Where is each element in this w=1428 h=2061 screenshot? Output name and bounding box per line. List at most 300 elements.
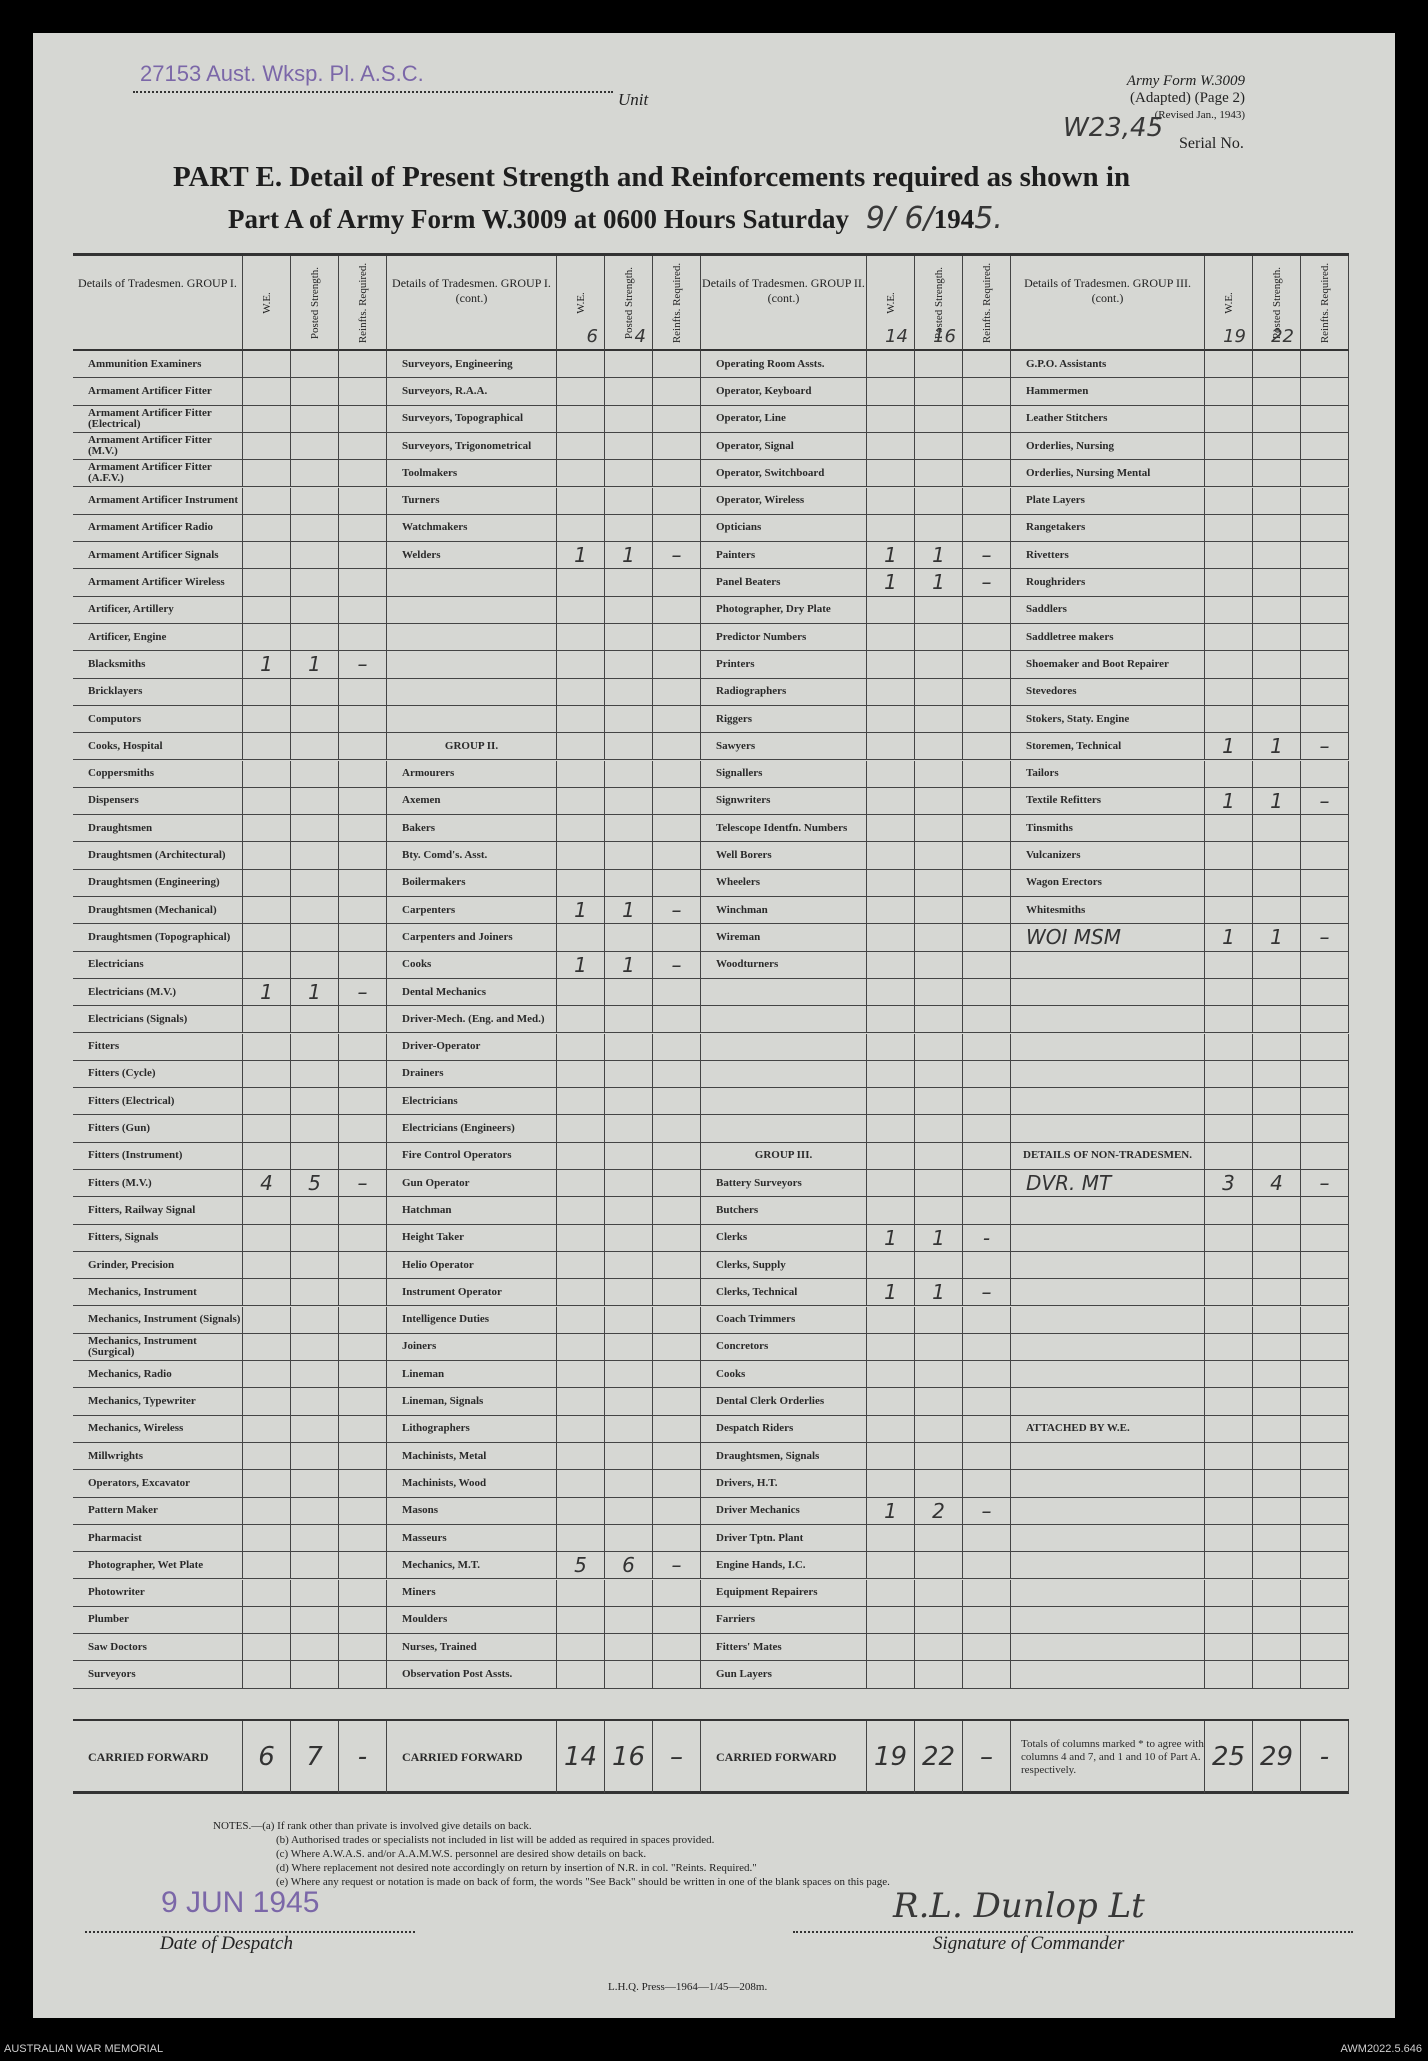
posted-strength-cell: 1	[915, 542, 963, 568]
we-cell	[557, 788, 605, 814]
table-row	[1011, 597, 1349, 624]
reinfts-required-cell	[963, 1443, 1011, 1469]
reinfts-required-cell	[963, 1034, 1011, 1060]
we-cell	[867, 1307, 915, 1333]
trade-name: Photographer, Dry Plate	[701, 597, 867, 623]
table-row	[73, 488, 387, 515]
reinfts-required-cell	[963, 1580, 1011, 1606]
table-row	[701, 1416, 1011, 1443]
table-row	[387, 1115, 701, 1142]
posted-strength-cell	[291, 952, 339, 978]
table-row	[387, 542, 701, 569]
we-cell	[867, 1334, 915, 1360]
we-cell	[557, 515, 605, 541]
posted-strength-cell: 5	[291, 1170, 339, 1196]
table-row	[1011, 1006, 1349, 1033]
table-row	[701, 733, 1011, 760]
we-cell	[557, 733, 605, 759]
note-c: (c) Where A.W.A.S. and/or A.A.M.W.S. personnel are desired show details on back.	[276, 1848, 647, 1860]
reinfts-required-cell	[653, 406, 701, 432]
trade-name: Armament Artificer Fitter (M.V.)	[73, 433, 243, 459]
reinfts-required-cell	[653, 1252, 701, 1278]
posted-strength-cell	[915, 1552, 963, 1578]
table-row	[387, 952, 701, 979]
trade-name: Coppersmiths	[73, 761, 243, 787]
signature-label: Signature of Commander	[933, 1933, 1125, 1954]
table-row	[701, 433, 1011, 460]
we-cell	[867, 624, 915, 650]
reinfts-required-cell	[653, 1061, 701, 1087]
trade-name: Axemen	[387, 788, 557, 814]
posted-strength-cell	[291, 488, 339, 514]
posted-strength-cell	[1253, 1115, 1301, 1141]
reinfts-required-cell: –	[1301, 924, 1349, 950]
reinfts-required-cell	[653, 1334, 701, 1360]
trade-name: Signwriters	[701, 788, 867, 814]
trade-name: Winchman	[701, 897, 867, 923]
table-row	[73, 1279, 387, 1306]
carried-forward-reinfts: -	[1301, 1721, 1349, 1793]
table-row	[701, 761, 1011, 788]
we-cell	[1205, 1252, 1253, 1278]
trade-name: Cooks, Hospital	[73, 733, 243, 759]
posted-strength-cell	[605, 1634, 653, 1660]
we-cell	[557, 870, 605, 896]
we-cell	[867, 761, 915, 787]
table-row	[1011, 1334, 1349, 1361]
posted-strength-cell	[1253, 1225, 1301, 1251]
trade-name: Wagon Erectors	[1011, 870, 1205, 896]
table-row	[701, 1034, 1011, 1061]
reinfts-required-cell	[963, 952, 1011, 978]
we-cell	[867, 1361, 915, 1387]
trade-name: Lineman	[387, 1361, 557, 1387]
table-row	[73, 406, 387, 433]
posted-strength-cell: 1	[1253, 924, 1301, 950]
we-cell	[557, 1197, 605, 1223]
trade-name: Shoemaker and Boot Repairer	[1011, 651, 1205, 677]
trade-name: Draughtsmen	[73, 815, 243, 841]
we-cell	[1205, 515, 1253, 541]
trade-name: Photowriter	[73, 1580, 243, 1606]
reinfts-required-cell	[339, 897, 387, 923]
trade-name: Mechanics, Wireless	[73, 1416, 243, 1442]
we-cell	[243, 815, 291, 841]
trade-name: Mechanics, Typewriter	[73, 1388, 243, 1414]
table-row	[73, 679, 387, 706]
we-cell	[867, 1170, 915, 1196]
we-cell	[867, 733, 915, 759]
posted-strength-cell: 1	[915, 1279, 963, 1305]
reinfts-required-cell	[1301, 1661, 1349, 1687]
posted-strength-cell	[605, 1416, 653, 1442]
reinfts-required-cell	[339, 624, 387, 650]
we-cell	[1205, 651, 1253, 677]
table-row	[701, 460, 1011, 487]
column-header-we-label: W.E.	[884, 291, 897, 314]
table-row	[73, 1607, 387, 1634]
we-cell	[1205, 1661, 1253, 1687]
posted-strength-cell	[1253, 1197, 1301, 1223]
trade-name	[701, 1006, 867, 1032]
trade-name: Fitters (Electrical)	[73, 1088, 243, 1114]
posted-strength-cell	[291, 1361, 339, 1387]
trade-name	[387, 706, 557, 732]
table-row	[387, 1307, 701, 1334]
we-cell	[1205, 952, 1253, 978]
posted-strength-cell	[1253, 1334, 1301, 1360]
we-cell	[243, 1388, 291, 1414]
we-cell	[557, 460, 605, 486]
posted-strength-cell	[605, 1143, 653, 1169]
table-row	[73, 433, 387, 460]
posted-strength-cell	[291, 1307, 339, 1333]
reinfts-required-cell	[653, 351, 701, 377]
we-cell	[243, 1006, 291, 1032]
posted-strength-cell	[291, 406, 339, 432]
trade-name	[1011, 1498, 1205, 1524]
reinfts-required-cell	[339, 1661, 387, 1687]
column-header-posted	[605, 256, 653, 351]
reinfts-required-cell	[1301, 1061, 1349, 1087]
table-row	[1011, 1552, 1349, 1579]
table-row	[387, 897, 701, 924]
we-cell	[557, 351, 605, 377]
table-row	[701, 1525, 1011, 1552]
we-cell	[243, 1061, 291, 1087]
table-row	[387, 1443, 701, 1470]
we-cell	[1205, 1034, 1253, 1060]
reinfts-required-cell	[1301, 406, 1349, 432]
we-cell: 1	[867, 542, 915, 568]
reinfts-required-cell	[1301, 1307, 1349, 1333]
trade-name: Electricians (Engineers)	[387, 1115, 557, 1141]
trade-name: Mechanics, Instrument (Signals)	[73, 1307, 243, 1333]
page-subtitle	[228, 201, 1003, 236]
we-cell	[867, 1115, 915, 1141]
reinfts-required-cell	[1301, 488, 1349, 514]
table-row	[387, 624, 701, 651]
we-cell: 5	[557, 1552, 605, 1578]
table-row	[701, 706, 1011, 733]
we-cell	[243, 1279, 291, 1305]
trade-name: Dental Clerk Orderlies	[701, 1388, 867, 1414]
table-row	[701, 1361, 1011, 1388]
we-cell: 1	[867, 1225, 915, 1251]
reinfts-required-cell	[963, 406, 1011, 432]
note-d: (d) Where replacement not desired note accordingly on return by insertion of N.R. in col. "Reints. Required."	[276, 1862, 757, 1874]
table-row	[73, 1225, 387, 1252]
reinfts-required-cell	[653, 1661, 701, 1687]
we-cell	[557, 1225, 605, 1251]
table-row	[1011, 1143, 1349, 1170]
posted-strength-cell	[291, 1388, 339, 1414]
column-header-reinfts-label: Reinfts. Required.	[356, 262, 369, 343]
table-row	[1011, 1170, 1349, 1197]
we-cell	[557, 1252, 605, 1278]
reinfts-required-cell	[963, 1061, 1011, 1087]
table-column-group-3	[701, 256, 1011, 1791]
reinfts-required-cell	[339, 1416, 387, 1442]
trade-name	[1011, 1006, 1205, 1032]
table-row	[73, 733, 387, 760]
we-cell	[243, 1661, 291, 1687]
we-cell	[557, 569, 605, 595]
we-cell: 1	[867, 569, 915, 595]
table-row	[73, 1580, 387, 1607]
table-row	[701, 1470, 1011, 1497]
we-cell	[867, 952, 915, 978]
carried-forward-we: 19	[867, 1721, 915, 1793]
reinfts-required-cell	[339, 1225, 387, 1251]
reinfts-required-cell	[1301, 515, 1349, 541]
table-row	[387, 1388, 701, 1415]
we-cell	[243, 1634, 291, 1660]
table-row	[387, 1225, 701, 1252]
posted-strength-cell	[915, 378, 963, 404]
reinfts-required-cell	[963, 815, 1011, 841]
we-cell	[243, 1443, 291, 1469]
we-cell	[1205, 679, 1253, 705]
trade-name	[1011, 1252, 1205, 1278]
table-row	[73, 706, 387, 733]
we-cell	[243, 460, 291, 486]
posted-strength-cell	[291, 761, 339, 787]
trade-name: Machinists, Wood	[387, 1470, 557, 1496]
posted-strength-cell	[291, 870, 339, 896]
reinfts-required-cell	[339, 761, 387, 787]
posted-strength-cell	[605, 1170, 653, 1196]
table-row	[1011, 1525, 1349, 1552]
reinfts-required-cell	[653, 842, 701, 868]
table-row	[1011, 815, 1349, 842]
reinfts-required-cell	[339, 1115, 387, 1141]
reinfts-required-cell	[963, 1088, 1011, 1114]
we-cell	[867, 1525, 915, 1551]
we-cell	[867, 897, 915, 923]
table-row	[1011, 1498, 1349, 1525]
reinfts-required-cell: –	[1301, 733, 1349, 759]
we-cell	[1205, 569, 1253, 595]
we-cell	[243, 1416, 291, 1442]
reinfts-required-cell	[653, 1634, 701, 1660]
posted-strength-cell	[1253, 870, 1301, 896]
trade-name: Tailors	[1011, 761, 1205, 787]
trade-name: Orderlies, Nursing	[1011, 433, 1205, 459]
we-cell	[243, 406, 291, 432]
reinfts-required-cell: –	[963, 569, 1011, 595]
we-cell	[243, 351, 291, 377]
column-header-details: Details of Tradesmen. GROUP I. (cont.)	[387, 256, 557, 351]
we-cell: 1	[557, 542, 605, 568]
we-cell	[557, 1416, 605, 1442]
posted-strength-cell	[915, 1006, 963, 1032]
trade-name: Fitters, Signals	[73, 1225, 243, 1251]
we-cell	[557, 488, 605, 514]
trade-name: Gun Operator	[387, 1170, 557, 1196]
posted-strength-cell	[915, 979, 963, 1005]
we-cell	[243, 1225, 291, 1251]
reinfts-required-cell	[963, 1361, 1011, 1387]
reinfts-required-cell	[963, 679, 1011, 705]
column-header-posted-handwritten: 16	[933, 326, 956, 347]
reinfts-required-cell	[339, 1552, 387, 1578]
trade-name: Driver-Operator	[387, 1034, 557, 1060]
table-row	[1011, 788, 1349, 815]
trade-name: Plate Layers	[1011, 488, 1205, 514]
reinfts-required-cell	[653, 1088, 701, 1114]
posted-strength-cell	[605, 488, 653, 514]
trade-name: Nurses, Trained	[387, 1634, 557, 1660]
posted-strength-cell	[291, 1443, 339, 1469]
posted-strength-cell	[291, 1470, 339, 1496]
footer-credit: AUSTRALIAN WAR MEMORIAL	[4, 2043, 164, 2055]
reinfts-required-cell	[963, 1388, 1011, 1414]
table-row	[701, 1115, 1011, 1142]
trade-name: Armourers	[387, 761, 557, 787]
trade-name: Turners	[387, 488, 557, 514]
page-title: PART E. Detail of Present Strength and Reinforcements required as shown in	[173, 161, 1131, 193]
reinfts-required-cell	[963, 1661, 1011, 1687]
table-row	[387, 1279, 701, 1306]
we-cell	[243, 1525, 291, 1551]
we-cell	[1205, 351, 1253, 377]
trade-name: Whitesmiths	[1011, 897, 1205, 923]
we-cell	[867, 378, 915, 404]
we-cell	[557, 406, 605, 432]
trade-name: Rivetters	[1011, 542, 1205, 568]
reinfts-required-cell	[339, 952, 387, 978]
trade-name: Draughtsmen, Signals	[701, 1443, 867, 1469]
posted-strength-cell	[915, 952, 963, 978]
trade-name: Clerks, Technical	[701, 1279, 867, 1305]
reinfts-required-cell	[963, 1525, 1011, 1551]
reinfts-required-cell	[963, 761, 1011, 787]
table-row	[387, 1361, 701, 1388]
carried-forward-row	[73, 1719, 1349, 1793]
posted-strength-cell	[605, 1197, 653, 1223]
we-cell	[1205, 979, 1253, 1005]
we-cell	[243, 597, 291, 623]
posted-strength-cell	[915, 1416, 963, 1442]
trade-name: Masons	[387, 1498, 557, 1524]
table-row	[387, 1088, 701, 1115]
posted-strength-cell	[915, 1034, 963, 1060]
reinfts-required-cell: –	[339, 979, 387, 1005]
trade-name: DVR. MT	[1011, 1170, 1205, 1196]
table-row	[387, 1470, 701, 1497]
reinfts-required-cell	[1301, 1252, 1349, 1278]
reinfts-required-cell	[1301, 433, 1349, 459]
table-row	[701, 1634, 1011, 1661]
reinfts-required-cell	[1301, 897, 1349, 923]
table-row	[387, 733, 701, 760]
posted-strength-cell	[291, 1634, 339, 1660]
table-row	[701, 1197, 1011, 1224]
table-row	[387, 597, 701, 624]
trade-name: Ammunition Examiners	[73, 351, 243, 377]
trade-name: Saw Doctors	[73, 1634, 243, 1660]
trade-name	[387, 569, 557, 595]
table-row	[73, 351, 387, 378]
column-header-posted	[291, 256, 339, 351]
posted-strength-cell	[291, 1498, 339, 1524]
table-row	[73, 378, 387, 405]
posted-strength-cell	[291, 815, 339, 841]
we-cell	[1205, 1607, 1253, 1633]
reinfts-required-cell	[339, 515, 387, 541]
table-row	[73, 542, 387, 569]
reinfts-required-cell	[1301, 679, 1349, 705]
table-row	[1011, 1279, 1349, 1306]
we-cell	[867, 1388, 915, 1414]
trade-name	[1011, 1580, 1205, 1606]
table-row	[73, 1661, 387, 1688]
trade-name: Operator, Line	[701, 406, 867, 432]
table-row	[387, 870, 701, 897]
table-row	[73, 1088, 387, 1115]
table-row	[701, 1580, 1011, 1607]
reinfts-required-cell	[339, 679, 387, 705]
form-page	[33, 33, 1395, 2018]
trade-name: Drainers	[387, 1061, 557, 1087]
trade-name: Mechanics, Instrument (Surgical)	[73, 1334, 243, 1360]
reinfts-required-cell	[653, 706, 701, 732]
trade-name: Joiners	[387, 1334, 557, 1360]
table-row	[1011, 842, 1349, 869]
trade-name: Millwrights	[73, 1443, 243, 1469]
we-cell	[557, 1661, 605, 1687]
table-row	[387, 1170, 701, 1197]
we-cell	[557, 1443, 605, 1469]
table-row	[73, 624, 387, 651]
we-cell	[867, 1061, 915, 1087]
we-cell: 1	[243, 651, 291, 677]
we-cell: 1	[1205, 924, 1253, 950]
totals-note: Totals of columns marked * to agree with columns 4 and 7, and 1 and 10 of Part A. respectively.	[1011, 1721, 1205, 1793]
posted-strength-cell	[291, 597, 339, 623]
reinfts-required-cell	[339, 1525, 387, 1551]
trade-name: Surveyors, R.A.A.	[387, 378, 557, 404]
posted-strength-cell	[1253, 433, 1301, 459]
trade-name: Draughtsmen (Engineering)	[73, 870, 243, 896]
table-row	[1011, 624, 1349, 651]
we-cell	[557, 1498, 605, 1524]
we-cell	[243, 788, 291, 814]
trade-name: Welders	[387, 542, 557, 568]
trade-name: Height Taker	[387, 1225, 557, 1251]
table-row	[701, 952, 1011, 979]
we-cell	[1205, 1525, 1253, 1551]
table-row	[701, 1006, 1011, 1033]
trade-name: Painters	[701, 542, 867, 568]
trade-name: G.P.O. Assistants	[1011, 351, 1205, 377]
posted-strength-cell	[915, 788, 963, 814]
posted-strength-cell	[915, 1470, 963, 1496]
trade-name: Mechanics, M.T.	[387, 1552, 557, 1578]
we-cell	[867, 1088, 915, 1114]
we-cell	[1205, 1197, 1253, 1223]
reinfts-required-cell	[963, 733, 1011, 759]
we-cell	[243, 1197, 291, 1223]
reinfts-required-cell	[653, 460, 701, 486]
posted-strength-cell	[291, 1661, 339, 1687]
table-row	[73, 1197, 387, 1224]
reinfts-required-cell	[963, 351, 1011, 377]
table-row	[701, 569, 1011, 596]
we-cell	[867, 351, 915, 377]
table-row	[1011, 406, 1349, 433]
